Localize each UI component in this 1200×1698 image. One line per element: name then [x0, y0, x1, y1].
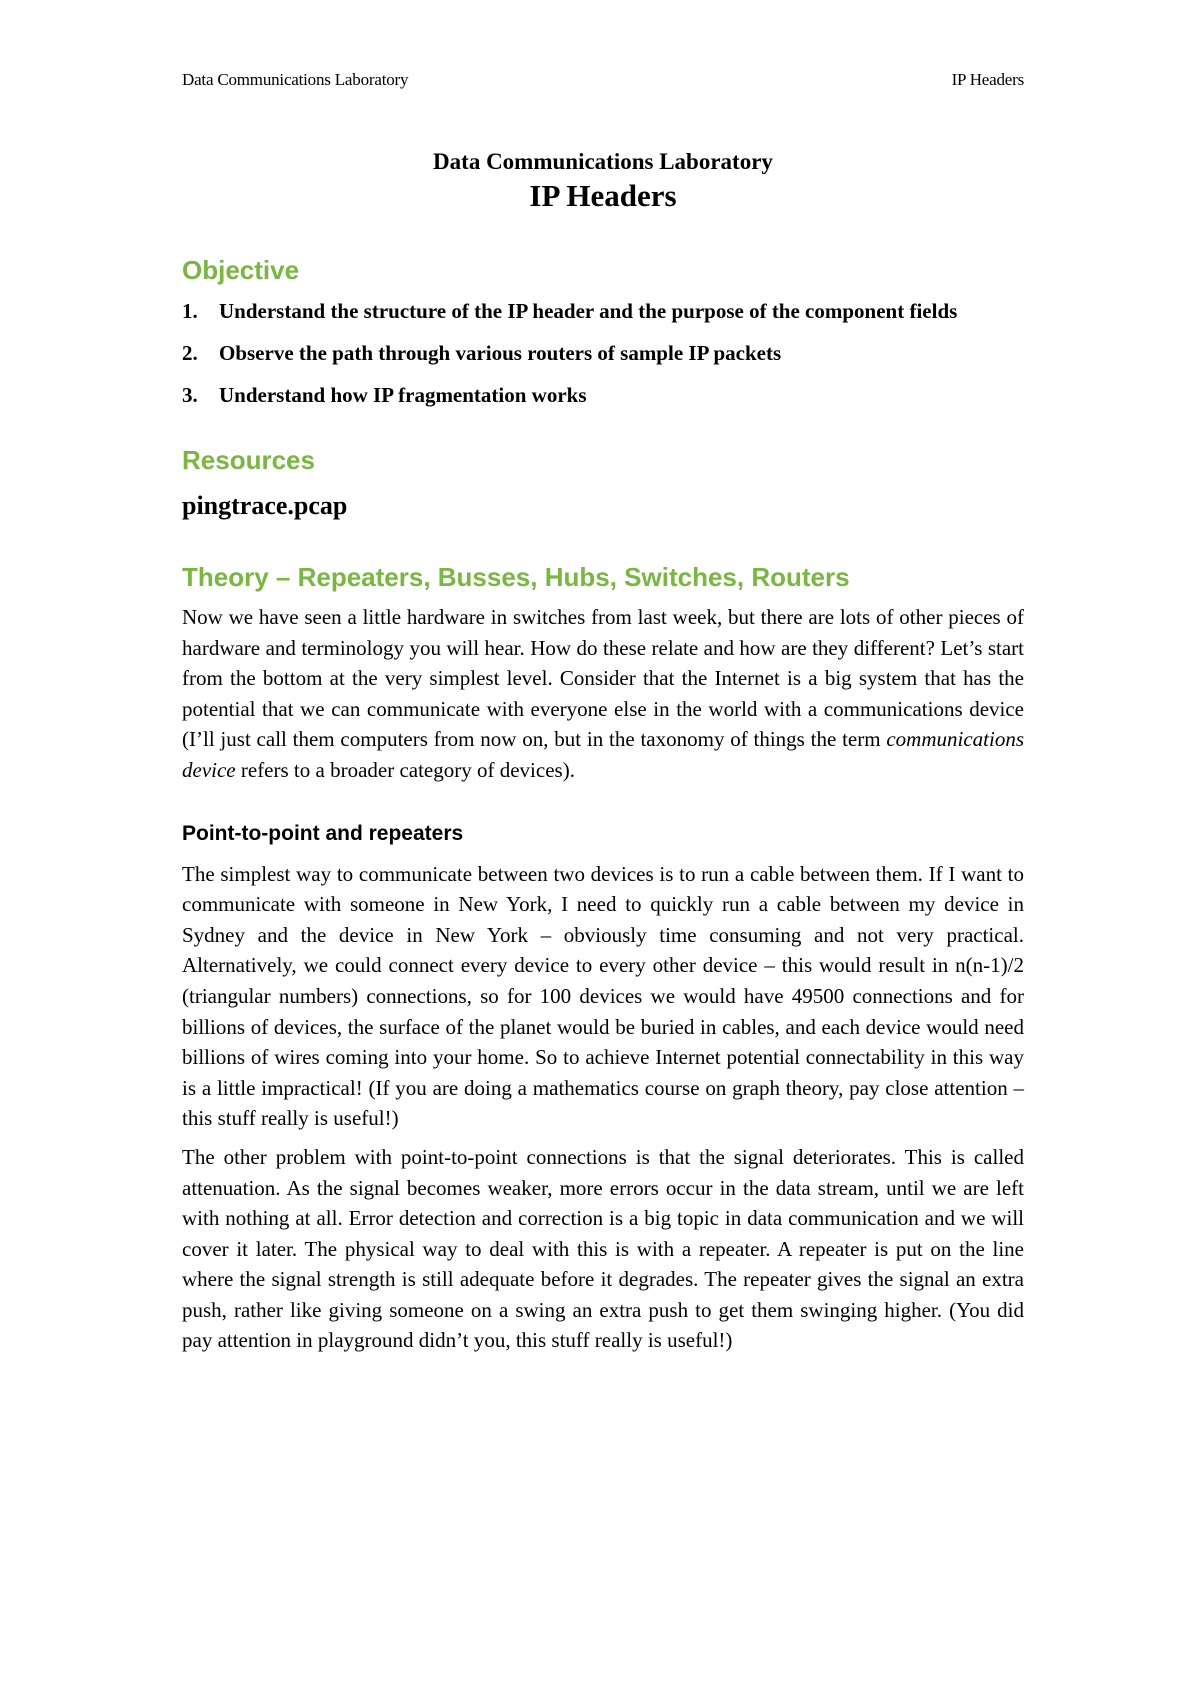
- objective-text: Understand how IP fragmentation works: [219, 383, 587, 407]
- resources-heading: Resources: [182, 445, 315, 475]
- objective-number: 2.: [182, 341, 198, 365]
- document-title: Data Communications Laboratory: [433, 149, 773, 174]
- objective-number: 3.: [182, 383, 198, 407]
- document-subtitle: IP Headers: [529, 178, 677, 213]
- objective-heading: Objective: [182, 255, 300, 285]
- objective-item: [182, 297, 1024, 326]
- theory-text-start: Now we have seen a little hardware in switches from last week, but there are lots of other pieces of hardware and terminology you will hear. How do these relate and how are they different? Let’s start from the bottom at the very simplest level. Consider that the Internet is a big system that has the potential that we can communicate with everyone else in the world with a communications device (I’ll just call them computers from now on, but in the taxonomy of things the term: [182, 605, 1024, 752]
- header-right-text: IP Headers: [951, 70, 1024, 89]
- objective-list: [182, 297, 1024, 410]
- document-content: [182, 148, 1024, 1356]
- objective-item: [182, 339, 1024, 368]
- objective-text: Observe the path through various routers of sample IP packets: [219, 341, 782, 365]
- objective-item: [182, 381, 1024, 410]
- theory-heading: Theory – Repeaters, Busses, Hubs, Switches, Routers: [182, 562, 850, 592]
- theory-emphasis: communications device: [182, 727, 1024, 782]
- objective-text: Understand the structure of the IP header and the purpose of the component fields: [219, 299, 958, 323]
- running-header: [182, 70, 1024, 90]
- objective-number: 1.: [182, 299, 198, 323]
- header-left-text: Data Communications Laboratory: [182, 70, 409, 89]
- theory-paragraph: [182, 602, 1024, 786]
- theory-text-end: refers to a broader category of devices).: [235, 757, 575, 782]
- point-to-point-heading: Point-to-point and repeaters: [182, 821, 464, 845]
- resource-filename: pingtrace.pcap: [182, 491, 348, 520]
- point-to-point-paragraph-2: The other problem with point-to-point connections is that the signal deteriorates. This is called attenuation. As the signal becomes weaker, more errors occur in the data stream, until we are left with nothing at all. Error detection and correction is a big topic in data communication and we will cover it later. The physical way to deal with this is with a repeater. A repeater is put on the line where the signal strength is still adequate before it degrades. The repeater gives the signal an extra push, rather like giving someone on a swing an extra push to get them swinging higher. (You did pay attention in playground didn’t you, this stuff really is useful!): [182, 1144, 1024, 1353]
- point-to-point-paragraph-1: The simplest way to communicate between two devices is to run a cable between them. If I want to communicate with someone in New York, I need to quickly run a cable between my device in Sydney and the device in New York – obviously time consuming and not very practical. Alternatively, we could connect every device to every other device – this would result in n(n-1)/2 (triangular numbers) connections, so for 100 devices we would have 49500 connections and for billions of devices, the surface of the planet would be buried in cables, and each device would need billions of wires coming into your home. So to achieve Internet potential connectability in this way is a little impractical! (If you are doing a mathematics course on graph theory, pay close attention – this stuff really is useful!): [182, 861, 1024, 1131]
